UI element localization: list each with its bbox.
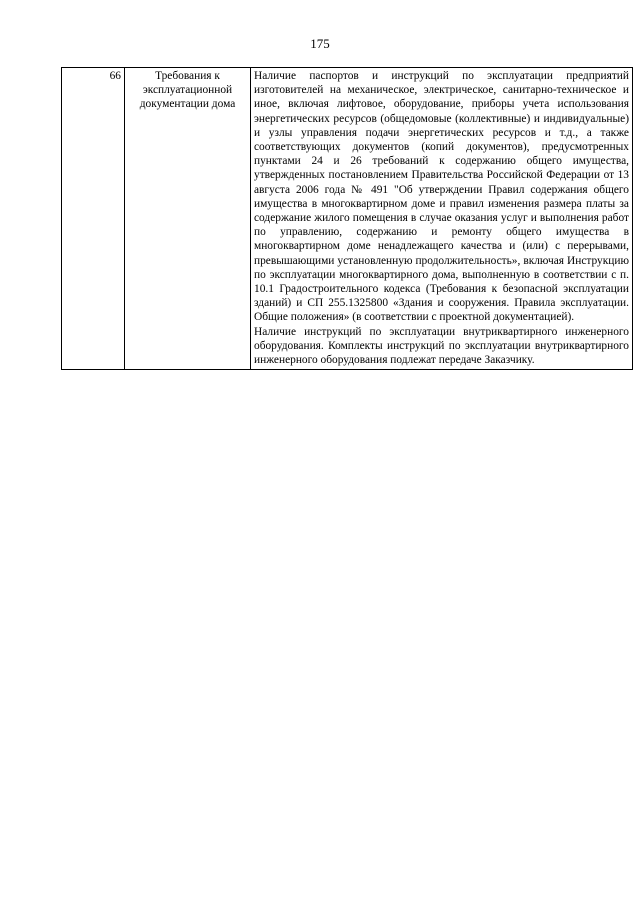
table-row <box>62 68 633 370</box>
page-number: 175 <box>310 36 330 51</box>
requirement-content-cell <box>251 68 633 370</box>
requirements-table <box>61 67 633 370</box>
row-number-cell: 66 <box>62 68 125 370</box>
requirement-paragraph: Наличие паспортов и инструкций по эксплуатации предприятий изготовителей на механическое, электрическое, санитарно-техническое и иное, включая лифтовое, оборудование, приборы учета использования энергетических ресурсов (общедомовые (коллективные) и индивидуальные) и узлы управления подачи энергетических ресурсов и т.д., а также соответствующих документов (копий документов), предусмотренных пунктами 24 и 26 требований к содержанию общего имущества, утвержденных постановлением Правительства Российской Федерации от 13 августа 2006 года № 491 "Об утверждении Правил содержания общего имущества в многоквартирном доме и правил изменения размера платы за содержание жилого помещения в случае оказания услуг и выполнения работ по управлению, содержанию и ремонту общего имущества в многоквартирном доме ненадлежащего качества и (или) с перерывами, превышающими установленную продолжительность», включая Инструкцию по эксплуатации многоквартирного дома, выполненную в соответствии с п. 10.1 Градостроительного кодекса (Требования к безопасной эксплуатации зданий) и СП 255.1325800 «Здания и сооружения. Правила эксплуатации. Общие положения» (в соответствии с проектной документацией). <box>254 70 629 324</box>
requirement-paragraph: Наличие инструкций по эксплуатации внутриквартирного инженерного оборудования. Комплекты инструкций по эксплуатации внутриквартирного инженерного оборудования подлежат передаче Заказчику. <box>254 325 629 367</box>
requirement-name-cell: Требования к эксплуатационной документации дома <box>125 68 251 370</box>
